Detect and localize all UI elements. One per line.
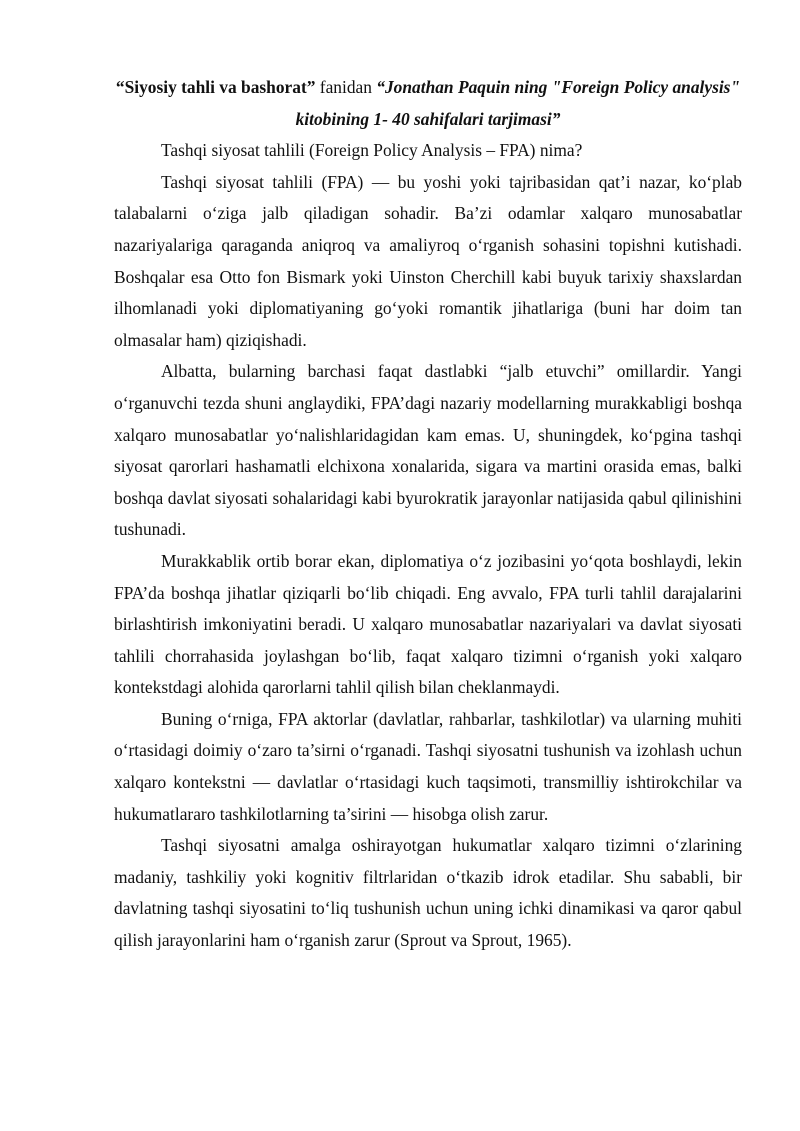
title-connector: fanidan [315, 77, 377, 97]
document-title [114, 72, 742, 135]
paragraph-3: Murakkablik ortib borar ekan, diplomatiya o‘z jozibasini yo‘qota boshlaydi, lekin FPA’da boshqa jihatlar qiziqarli bo‘lib chiqadi. Eng avvalo, FPA turli tahlil darajalarini birlashtirish imkoniyatini beradi. U xalqaro munosabatlar nazariyalari va davlat siyosati tahlili chorrahasida joylashgan bo‘lib, faqat xalqaro tizimni o‘rganish yoki xalqaro kontekstdagi alohida qarorlarni tahlil qilish bilan cheklanmaydi. [114, 550, 742, 698]
title-course-name: “Siyosiy tahli va bashorat” [115, 77, 316, 97]
paragraph-1: Tashqi siyosat tahlili (FPA) — bu yoshi yoki tajribasidan qat’i nazar, ko‘plab talabalarni o‘ziga jalb qiladigan sohadir. Ba’zi odamlar xalqaro munosabatlar nazariyalariga qaraganda aniqroq va amaliyroq o‘rganish sohasini topishni kutishadi. Boshqalar esa Otto fon Bismark yoki Uinston Cherchill kabi buyuk tarixiy shaxslardan ilhomlanadi yoki diplomatiyaning go‘yoki romantik jihatlariga (buni har doim tan olmasalar ham) qiziqishadi. [114, 171, 742, 350]
paragraph-4: Buning o‘rniga, FPA aktorlar (davlatlar, rahbarlar, tashkilotlar) va ularning muhiti o‘rtasidagi doimiy o‘zaro ta’sirni o‘rganadi. Tashqi siyosatni tushunish va izohlash uchun xalqaro kontekstni — davlatlar o‘rtasidagi kuch taqsimoti, transmilliy ishtirokchilar va hukumatlararo tashkilotlarning ta’sirini — hisobga olish zarur. [114, 708, 742, 824]
section-question: Tashqi siyosat tahlili (Foreign Policy Analysis – FPA) nima? [161, 140, 583, 161]
paragraph-5: Tashqi siyosatni amalga oshirayotgan hukumatlar xalqaro tizimni o‘zlarining madaniy, tashkiliy yoki kognitiv filtrlaridan o‘tkazib idrok etadilar. Shu sababli, bir davlatning tashqi siyosatini to‘liq tushunish uchun uning ichki dinamikasi va qaror qabul qilish jarayonlarini ham o‘rganish zarur (Sprout va Sprout, 1965). [114, 835, 742, 951]
paragraph-2: Albatta, bularning barchasi faqat dastlabki “jalb etuvchi” omillardir. Yangi o‘rganuvchi tezda shuni anglaydiki, FPA’dagi nazariy modellarning murakkabligi boshqa xalqaro munosabatlar yo‘nalishlaridagidan kam emas. U, shuningdek, ko‘pgina tashqi siyosat qarorlari hashamatli elchixona xonalarida, sigara va martini orasida emas, balki boshqa davlat siyosati sohalaridagi kabi byurokratik jarayonlar natijasida qabul qilinishini tushunadi. [114, 361, 742, 540]
document-page [114, 68, 742, 957]
title-book-reference: “Jonathan Paquin ning "Foreign Policy analysis" kitobining 1- 40 sahifalari tarjimasi” [295, 77, 741, 129]
